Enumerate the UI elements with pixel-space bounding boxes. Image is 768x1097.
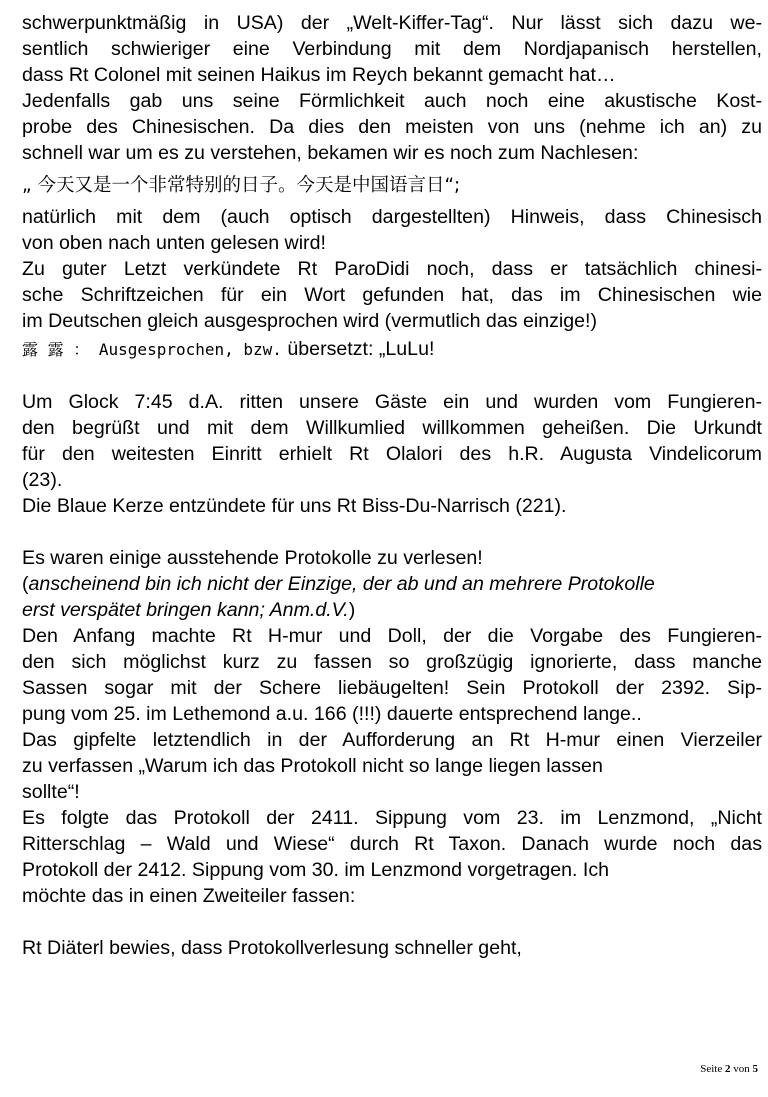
editor-note-text: erst verspätet bringen kann; Anm.d.V. [22,599,349,621]
text-line: Es folgte das Protokoll der 2411. Sippung vom 23. im Lenzmond, „Nicht [22,807,762,829]
text-line: Die Blaue Kerze entzündete für uns Rt Biss-Du-Narrisch (221). [22,495,567,517]
text-line: dass Rt Colonel mit seinen Haikus im Reych bekannt gemacht hat… [22,64,616,86]
text-line: Sassen sogar mit der Schere liebäugelten! Sein Protokoll der 2392. Sip- [22,677,762,699]
page-footer [700,1063,758,1075]
lulu-translation: übersetzt: „LuLu! [281,338,435,360]
text-line: den sich möglichst kurz zu fassen so großzügig ignorierte, dass manche [22,651,762,673]
lulu-line [22,336,762,363]
text-line: (23). [22,469,63,491]
text-line: sentlich schwieriger eine Verbindung mit dem Nordjapanisch herstellen, [22,38,762,60]
editor-note-text: anscheinend bin ich nicht der Einzige, der ab und an mehrere Protokolle [28,573,655,595]
text-line: zu verfassen „Warum ich das Protokoll nicht so lange liegen lassen [22,755,603,777]
text-line: den begrüßt und mit dem Willkumlied willkommen geheißen. Die Urkundt [22,417,762,439]
text-line: im Deutschen gleich ausgesprochen wird (vermutlich das einzige!) [22,310,598,332]
text-line: Es waren einige ausstehende Protokolle zu verlesen! [22,547,483,569]
text-line: von oben nach unten gelesen wird! [22,232,326,254]
text-line: für den weitesten Einritt erhielt Rt Olalori des h.R. Augusta Vindelicorum [22,443,762,465]
text-line: schnell war um es zu verstehen, bekamen wir es noch zum Nachlesen: [22,142,639,164]
paragraph-gap [22,363,762,389]
text-line: Zu guter Letzt verkündete Rt ParoDidi noch, dass er tatsächlich chinesi- [22,258,762,280]
text-line: Jedenfalls gab uns seine Förmlichkeit auch noch eine akustische Kost- [22,90,762,112]
text-line: probe des Chinesischen. Da dies den meisten von uns (nehme ich an) zu [22,116,762,138]
text-line: Den Anfang machte Rt H-mur und Doll, der die Vorgabe des Fungieren- [22,625,762,647]
text-line: Um Glock 7:45 d.A. ritten unsere Gäste ein und wurden vom Fungieren- [22,391,762,413]
footer-prefix: Seite [700,1063,725,1075]
editor-note-line [22,597,762,623]
text-line: Rt Diäterl bewies, dass Protokollverlesung schneller geht, [22,937,522,959]
text-line: schwerpunktmäßig in USA) der „Welt-Kiffer-Tag“. Nur lässt sich dazu we- [22,12,762,34]
page-total: 5 [752,1063,758,1075]
paren-open: ( [22,573,29,595]
text-line: pung vom 25. im Lethemond a.u. 166 (!!!) dauerte entsprechend lange.. [22,703,642,725]
document-body [22,10,762,961]
page-number: 2 [725,1063,731,1075]
text-line: natürlich mit dem (auch optisch dargestellten) Hinweis, dass Chinesisch [22,206,762,228]
text-line: sche Schriftzeichen für ein Wort gefunden hat, das im Chinesischen wie [22,284,762,306]
footer-middle: von [730,1063,753,1075]
text-line: Ritterschlag – Wald und Wiese“ durch Rt Taxon. Danach wurde noch das [22,833,762,855]
text-line: Das gipfelte letztendlich in der Aufforderung an Rt H-mur einen Vierzeiler [22,729,762,751]
text-line: Protokoll der 2412. Sippung vom 30. im Lenzmond vorgetragen. Ich [22,859,610,881]
paren-close: ) [348,599,356,621]
text-line: sollte“! [22,781,80,803]
lulu-characters: 露 露 ： Ausgesprochen, bzw. [22,340,282,359]
paragraph-gap [22,909,762,935]
editor-note-line [22,571,762,597]
chinese-quote-line: „ 今天又是一个非常特别的日子。今天是中国语言日“; [22,175,461,196]
text-line: möchte das in einen Zweiteiler fassen: [22,885,356,907]
paragraph-gap [22,519,762,545]
